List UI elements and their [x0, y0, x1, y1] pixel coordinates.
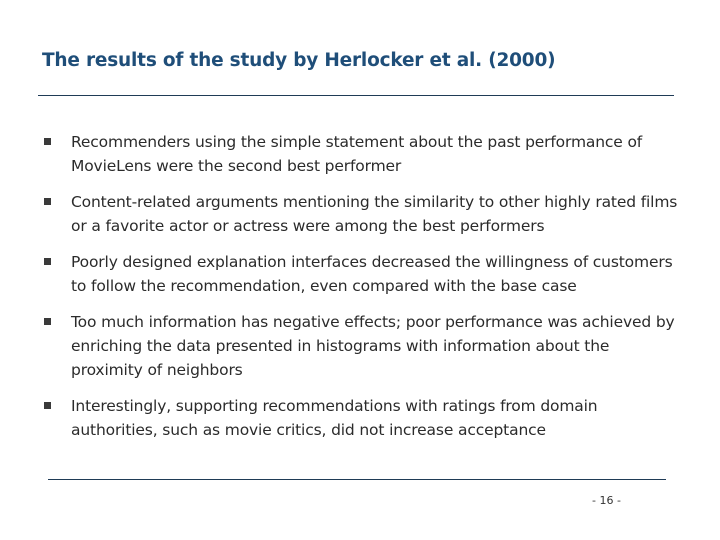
bullet-text: Poorly designed explanation interfaces decreased the willingness of customers to follow the recommendation, even compared with the base case [71, 253, 673, 295]
square-bullet-icon [44, 258, 51, 265]
bullet-text: Too much information has negative effects; poor performance was achieved by enriching the data presented in histograms with information about the proximity of neighbors [71, 313, 675, 379]
bullet-item [44, 130, 684, 178]
title-divider [38, 95, 674, 96]
bullet-text: Interestingly, supporting recommendations with ratings from domain authorities, such as movie critics, did not increase acceptance [71, 397, 598, 439]
bullet-item [44, 394, 684, 442]
slide-title: The results of the study by Herlocker et al. (2000) [42, 50, 556, 71]
bullet-item [44, 310, 684, 382]
square-bullet-icon [44, 138, 51, 145]
page-number: - 16 - [592, 494, 621, 507]
bullet-list [44, 130, 684, 454]
footer-divider [48, 479, 666, 480]
square-bullet-icon [44, 318, 51, 325]
bullet-text: Content-related arguments mentioning the similarity to other highly rated films or a favorite actor or actress were among the best performers [71, 193, 678, 235]
bullet-item [44, 250, 684, 298]
bullet-text: Recommenders using the simple statement about the past performance of MovieLens were the second best performer [71, 133, 643, 175]
square-bullet-icon [44, 402, 51, 409]
bullet-item [44, 190, 684, 238]
square-bullet-icon [44, 198, 51, 205]
